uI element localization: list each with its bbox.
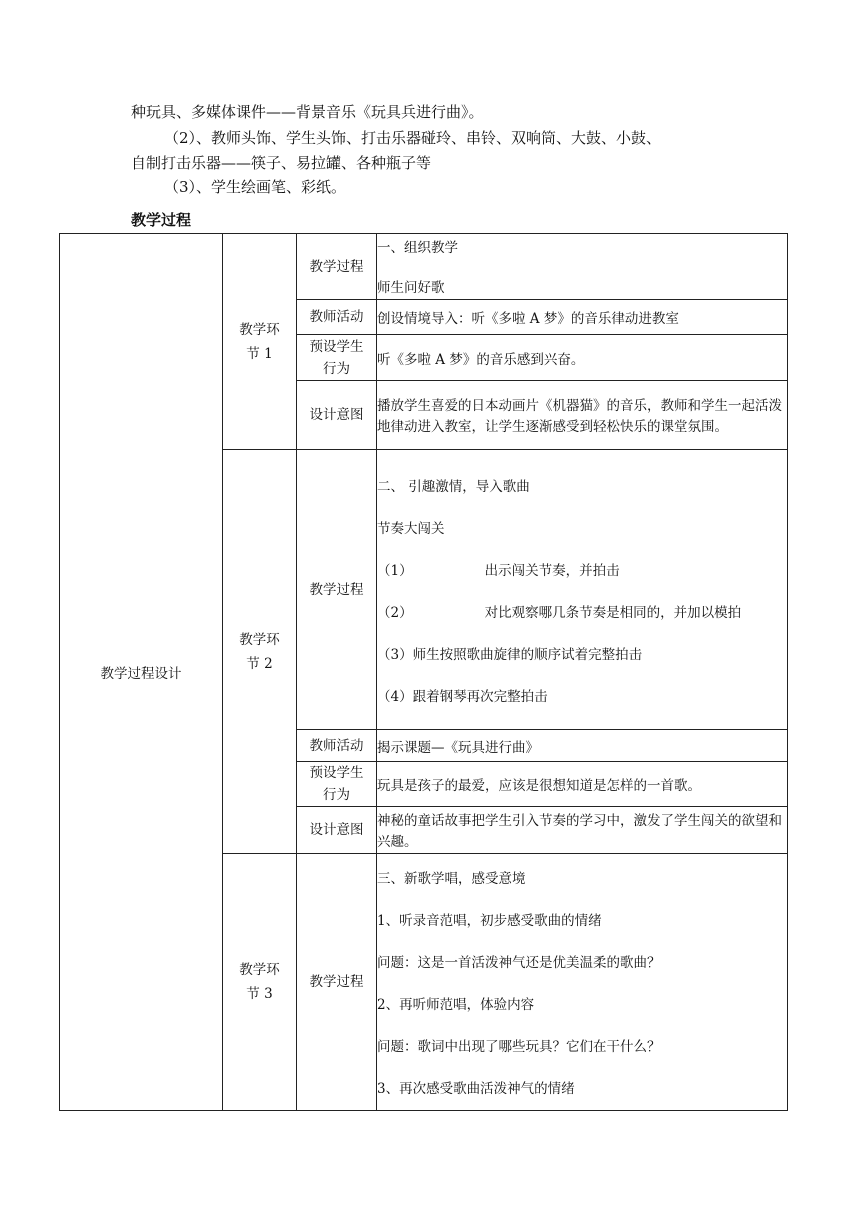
stage1-intent-text-value: 播放学生喜爱的日本动画片《机器猫》的音乐，教师和学生一起活泼地律动进入教室，让学生逐渐感受到轻松快乐的课堂氛围。 — [377, 397, 782, 435]
stage1-student-text — [377, 335, 788, 381]
stage1-process-line-2: 师生问好歌 — [377, 280, 445, 296]
stage2-process-subtitle: 节奏大闯关 — [377, 521, 445, 537]
stage2-label-b: 节 2 — [246, 655, 273, 672]
stage2-process-content — [377, 450, 788, 730]
stage3-process-content — [377, 854, 788, 1111]
stage2-student-label-b: 行为 — [323, 787, 350, 803]
stage3-process-line-4: 2、再听师范唱，体验内容 — [377, 996, 535, 1013]
stage3-process-line-2: 1、听录音范唱，初步感受歌曲的情绪 — [377, 912, 602, 929]
materials-line-2: （2）、教师头饰、学生头饰、打击乐器碰玲、串铃、双响筒、大鼓、小鼓、 — [164, 129, 662, 147]
stage1-intent-text — [377, 381, 788, 450]
stage2-process-title: 二、 引趣激情，导入歌曲 — [377, 479, 530, 495]
stage1-teacher-text — [377, 300, 788, 335]
stage3-process-label: 教学过程 — [297, 854, 377, 1111]
stage2-student-label-a: 预设学生 — [309, 765, 364, 781]
stage2-label-cell — [223, 450, 297, 854]
stage3-process-line-6: 3、再次感受歌曲活泼神气的情绪 — [377, 1080, 575, 1097]
teaching-process-table — [59, 233, 788, 1111]
stage1-process-line-1: 一、组织教学 — [377, 240, 458, 256]
stage2-step-2 — [377, 603, 787, 623]
stage2-student-text — [377, 762, 788, 807]
stage1-teacher-label: 教师活动 — [297, 300, 377, 335]
stage2-step-3: （3）师生按照歌曲旋律的顺序试着完整拍击 — [377, 647, 643, 663]
stage1-student-text-value: 听《多啦 A 梦》的音乐感到兴奋。 — [377, 351, 585, 368]
stage2-step-1 — [377, 561, 787, 581]
stage1-label-a: 教学环 — [239, 321, 280, 338]
stage2-teacher-label: 教师活动 — [297, 730, 377, 762]
stage2-step-1-num: （1） — [377, 563, 413, 579]
stage2-step-2-num: （2） — [377, 605, 413, 621]
design-label-cell — [60, 234, 223, 1111]
stage3-process-line-5: 问题：歌词中出现了哪些玩具？它们在干什么？ — [377, 1038, 661, 1055]
stage3-label-b: 节 3 — [246, 986, 273, 1002]
stage2-step-4: （4）跟着钢琴再次完整拍击 — [377, 689, 548, 705]
stage2-intent-text — [377, 807, 788, 854]
stage1-intent-label: 设计意图 — [297, 381, 377, 450]
stage2-teacher-text — [377, 730, 788, 762]
stage2-teacher-text-value: 揭示课题—《玩具进行曲》 — [377, 739, 539, 756]
stage2-student-label — [297, 762, 377, 807]
stage1-label-b: 节 1 — [246, 345, 273, 362]
stage1-process-content — [377, 234, 788, 300]
section-title: 教学过程 — [131, 211, 192, 229]
stage3-process-line-3: 问题：这是一首活泼神气还是优美温柔的歌曲？ — [377, 954, 661, 971]
stage2-process-label: 教学过程 — [297, 450, 377, 730]
stage1-teacher-text-value: 创设情境导入：听《多啦 A 梦》的音乐律动进教室 — [377, 311, 679, 327]
stage1-process-label: 教学过程 — [297, 234, 377, 300]
stage1-process-row — [60, 234, 788, 300]
stage1-label-cell — [223, 234, 297, 450]
design-label: 教学过程设计 — [100, 666, 182, 682]
materials-line-3: 自制打击乐器——筷子、易拉罐、各种瓶子等 — [131, 154, 432, 172]
stage2-step-2-text: 对比观察哪几条节奏是相同的，并加以模拍 — [484, 605, 742, 621]
stage3-label-a: 教学环 — [239, 962, 280, 978]
stage2-intent-text-value: 神秘的童话故事把学生引入节奏的学习中，激发了学生闯关的欲望和兴趣。 — [377, 812, 782, 850]
stage1-student-label-b: 行为 — [323, 360, 350, 377]
materials-line-1: 种玩具、多媒体课件——背景音乐《玩具兵进行曲》。 — [131, 103, 484, 121]
stage2-step-1-text: 出示闯关节奏，并拍击 — [484, 563, 620, 579]
stage2-label-a: 教学环 — [239, 631, 280, 648]
stage3-process-line-1: 三、新歌学唱，感受意境 — [377, 870, 526, 887]
materials-line-4: （3）、学生绘画笔、彩纸。 — [164, 178, 347, 196]
stage1-student-label-a: 预设学生 — [309, 338, 364, 355]
stage2-student-text-value: 玩具是孩子的最爱，应该是很想知道是怎样的一首歌。 — [377, 778, 701, 794]
stage1-student-label — [297, 335, 377, 381]
stage3-label-cell — [223, 854, 297, 1111]
stage2-intent-label: 设计意图 — [297, 807, 377, 854]
